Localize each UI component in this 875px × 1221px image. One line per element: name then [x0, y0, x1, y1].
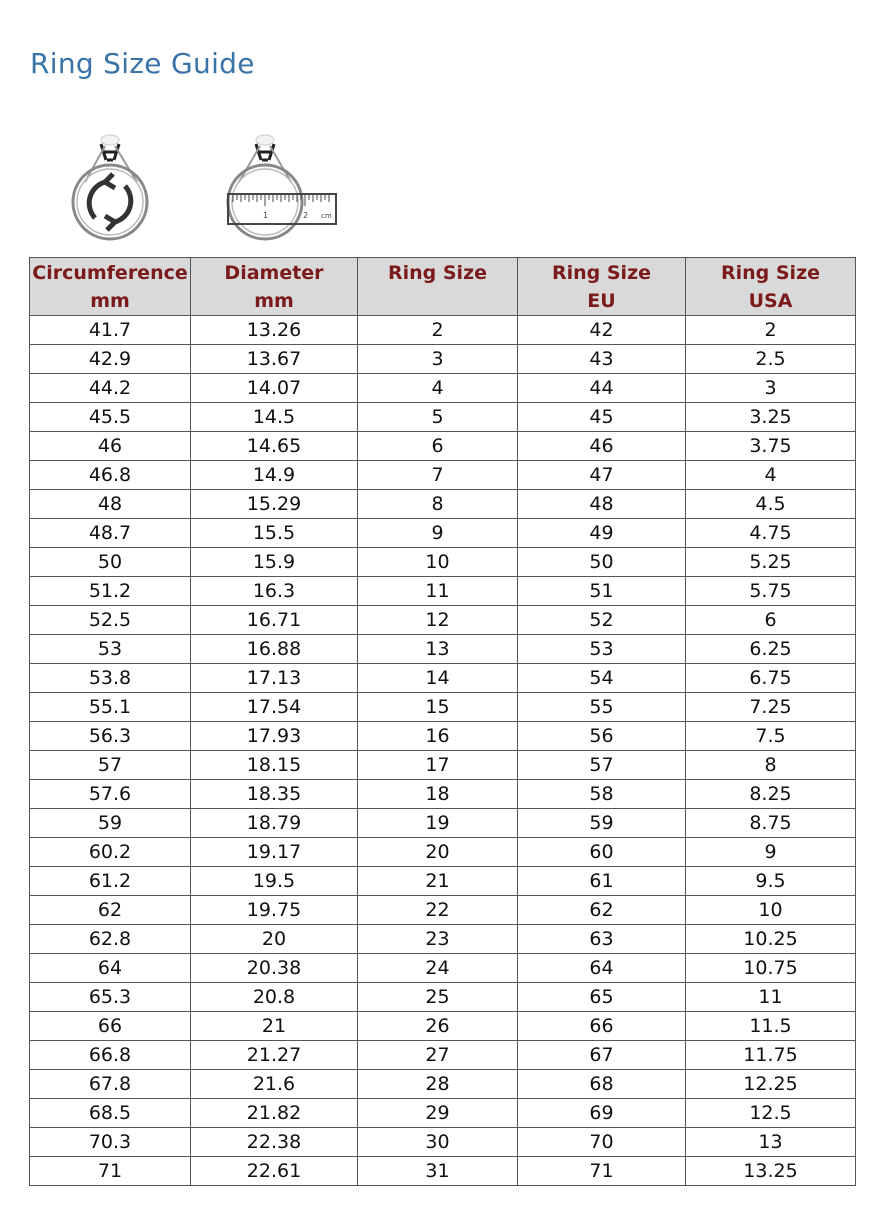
header-line1: Diameter	[224, 262, 324, 284]
cell-circumference: 56.3	[30, 722, 191, 751]
header-ring-size	[358, 258, 518, 316]
cell-diameter: 17.54	[191, 693, 358, 722]
cell-circumference: 60.2	[30, 838, 191, 867]
cell-ring-size: 2	[358, 316, 518, 345]
table-row	[30, 345, 856, 374]
cell-ring-size: 15	[358, 693, 518, 722]
cell-ring-size: 28	[358, 1070, 518, 1099]
cell-circumference: 70.3	[30, 1128, 191, 1157]
cell-ring-size-usa: 4.5	[686, 490, 856, 519]
cell-ring-size-usa: 11.5	[686, 1012, 856, 1041]
header-circumference	[30, 258, 191, 316]
cell-ring-size: 31	[358, 1157, 518, 1186]
cell-ring-size-eu: 51	[518, 577, 686, 606]
cell-ring-size: 25	[358, 983, 518, 1012]
cell-circumference: 55.1	[30, 693, 191, 722]
cell-ring-size-eu: 70	[518, 1128, 686, 1157]
cell-diameter: 18.35	[191, 780, 358, 809]
table-row	[30, 1128, 856, 1157]
cell-ring-size-eu: 42	[518, 316, 686, 345]
cell-ring-size-eu: 61	[518, 867, 686, 896]
cell-ring-size-eu: 58	[518, 780, 686, 809]
cell-ring-size-eu: 65	[518, 983, 686, 1012]
cell-ring-size-usa: 4.75	[686, 519, 856, 548]
cell-ring-size-eu: 53	[518, 635, 686, 664]
table-row	[30, 693, 856, 722]
ring-illustrations	[60, 125, 380, 245]
cell-circumference: 53	[30, 635, 191, 664]
ring-measure-icon	[225, 130, 355, 245]
cell-ring-size: 9	[358, 519, 518, 548]
cell-ring-size-eu: 69	[518, 1099, 686, 1128]
header-ring-size-eu	[518, 258, 686, 316]
table-row	[30, 461, 856, 490]
cell-ring-size-usa: 6	[686, 606, 856, 635]
cell-ring-size: 5	[358, 403, 518, 432]
cell-ring-size-usa: 5.75	[686, 577, 856, 606]
cell-ring-size-usa: 10.25	[686, 925, 856, 954]
cell-ring-size-eu: 55	[518, 693, 686, 722]
ruler-label-1: 1	[263, 211, 269, 220]
cell-ring-size-eu: 66	[518, 1012, 686, 1041]
ring-size-table	[29, 257, 856, 1186]
table-row	[30, 1070, 856, 1099]
cell-ring-size: 23	[358, 925, 518, 954]
cell-circumference: 66.8	[30, 1041, 191, 1070]
cell-ring-size: 6	[358, 432, 518, 461]
cell-circumference: 45.5	[30, 403, 191, 432]
cell-ring-size-usa: 8	[686, 751, 856, 780]
cell-diameter: 21.27	[191, 1041, 358, 1070]
cell-circumference: 51.2	[30, 577, 191, 606]
header-diameter	[191, 258, 358, 316]
cell-ring-size: 19	[358, 809, 518, 838]
cell-ring-size: 10	[358, 548, 518, 577]
cell-diameter: 15.9	[191, 548, 358, 577]
table-row	[30, 751, 856, 780]
cell-ring-size-usa: 10.75	[686, 954, 856, 983]
cell-ring-size-usa: 3.75	[686, 432, 856, 461]
table-row	[30, 925, 856, 954]
cell-diameter: 19.75	[191, 896, 358, 925]
cell-ring-size-eu: 45	[518, 403, 686, 432]
cell-ring-size-usa: 11.75	[686, 1041, 856, 1070]
ruler-label-2: 2	[303, 211, 309, 220]
cell-ring-size-usa: 13	[686, 1128, 856, 1157]
header-line2: EU	[587, 290, 616, 312]
cell-circumference: 53.8	[30, 664, 191, 693]
table-row	[30, 432, 856, 461]
cell-ring-size-usa: 3	[686, 374, 856, 403]
cell-circumference: 71	[30, 1157, 191, 1186]
cell-diameter: 20.8	[191, 983, 358, 1012]
cell-ring-size: 8	[358, 490, 518, 519]
table-row	[30, 374, 856, 403]
cell-ring-size-usa: 8.25	[686, 780, 856, 809]
cell-ring-size: 21	[358, 867, 518, 896]
cell-circumference: 41.7	[30, 316, 191, 345]
cell-ring-size-eu: 47	[518, 461, 686, 490]
cell-diameter: 16.3	[191, 577, 358, 606]
table-row	[30, 548, 856, 577]
cell-circumference: 48	[30, 490, 191, 519]
cell-circumference: 66	[30, 1012, 191, 1041]
page-title: Ring Size Guide	[30, 46, 255, 80]
cell-diameter: 18.15	[191, 751, 358, 780]
cell-ring-size: 17	[358, 751, 518, 780]
cell-ring-size-eu: 43	[518, 345, 686, 374]
cell-diameter: 18.79	[191, 809, 358, 838]
table-row	[30, 809, 856, 838]
cell-circumference: 52.5	[30, 606, 191, 635]
ruler-label-cm: cm	[321, 212, 332, 220]
header-line2: mm	[90, 290, 130, 312]
table-row	[30, 1099, 856, 1128]
cell-circumference: 57	[30, 751, 191, 780]
table-row	[30, 606, 856, 635]
cell-ring-size-usa: 7.25	[686, 693, 856, 722]
cell-circumference: 64	[30, 954, 191, 983]
cell-diameter: 14.65	[191, 432, 358, 461]
cell-ring-size-usa: 6.25	[686, 635, 856, 664]
table-row	[30, 983, 856, 1012]
cell-diameter: 16.88	[191, 635, 358, 664]
cell-ring-size-usa: 7.5	[686, 722, 856, 751]
header-ring-size-usa	[686, 258, 856, 316]
cell-diameter: 21.6	[191, 1070, 358, 1099]
table-row	[30, 1012, 856, 1041]
cell-ring-size-usa: 6.75	[686, 664, 856, 693]
cell-ring-size: 3	[358, 345, 518, 374]
cell-ring-size-usa: 12.25	[686, 1070, 856, 1099]
cell-ring-size-eu: 46	[518, 432, 686, 461]
header-line2: mm	[254, 290, 294, 312]
cell-diameter: 21.82	[191, 1099, 358, 1128]
cell-ring-size-eu: 68	[518, 1070, 686, 1099]
cell-ring-size: 20	[358, 838, 518, 867]
cell-ring-size-usa: 2.5	[686, 345, 856, 374]
cell-ring-size-eu: 59	[518, 809, 686, 838]
cell-ring-size-usa: 12.5	[686, 1099, 856, 1128]
cell-ring-size-usa: 9.5	[686, 867, 856, 896]
table-row	[30, 316, 856, 345]
cell-diameter: 15.5	[191, 519, 358, 548]
table-row	[30, 577, 856, 606]
cell-diameter: 22.61	[191, 1157, 358, 1186]
cell-circumference: 59	[30, 809, 191, 838]
cell-circumference: 46	[30, 432, 191, 461]
cell-circumference: 44.2	[30, 374, 191, 403]
cell-circumference: 67.8	[30, 1070, 191, 1099]
cell-ring-size: 4	[358, 374, 518, 403]
cell-circumference: 68.5	[30, 1099, 191, 1128]
table-row	[30, 519, 856, 548]
cell-ring-size-eu: 56	[518, 722, 686, 751]
cell-circumference: 65.3	[30, 983, 191, 1012]
cell-ring-size: 27	[358, 1041, 518, 1070]
cell-diameter: 21	[191, 1012, 358, 1041]
cell-ring-size: 29	[358, 1099, 518, 1128]
table-row	[30, 1157, 856, 1186]
table-row	[30, 780, 856, 809]
cell-diameter: 16.71	[191, 606, 358, 635]
cell-ring-size: 16	[358, 722, 518, 751]
cell-ring-size-usa: 11	[686, 983, 856, 1012]
cell-ring-size-eu: 44	[518, 374, 686, 403]
cell-circumference: 46.8	[30, 461, 191, 490]
cell-ring-size: 22	[358, 896, 518, 925]
cell-diameter: 22.38	[191, 1128, 358, 1157]
header-line1: Circumference	[32, 262, 188, 284]
cell-circumference: 48.7	[30, 519, 191, 548]
cell-ring-size-eu: 63	[518, 925, 686, 954]
cell-ring-size-usa: 2	[686, 316, 856, 345]
cell-circumference: 62.8	[30, 925, 191, 954]
cell-ring-size-usa: 9	[686, 838, 856, 867]
table-body	[30, 316, 856, 1186]
cell-diameter: 19.17	[191, 838, 358, 867]
cell-diameter: 17.13	[191, 664, 358, 693]
table-row	[30, 722, 856, 751]
cell-diameter: 19.5	[191, 867, 358, 896]
cell-circumference: 42.9	[30, 345, 191, 374]
header-line1: Ring Size	[551, 262, 652, 284]
cell-diameter: 14.5	[191, 403, 358, 432]
cell-circumference: 50	[30, 548, 191, 577]
header-line2: USA	[748, 290, 793, 312]
cell-ring-size-eu: 71	[518, 1157, 686, 1186]
table-row	[30, 403, 856, 432]
cell-diameter: 20	[191, 925, 358, 954]
cell-ring-size-eu: 52	[518, 606, 686, 635]
cell-ring-size: 14	[358, 664, 518, 693]
cell-ring-size: 11	[358, 577, 518, 606]
table-row	[30, 896, 856, 925]
cell-ring-size-eu: 64	[518, 954, 686, 983]
cell-circumference: 62	[30, 896, 191, 925]
table-row	[30, 954, 856, 983]
cell-ring-size-usa: 13.25	[686, 1157, 856, 1186]
cell-circumference: 57.6	[30, 780, 191, 809]
cell-ring-size-eu: 62	[518, 896, 686, 925]
cell-ring-size-eu: 67	[518, 1041, 686, 1070]
cell-diameter: 13.26	[191, 316, 358, 345]
cell-ring-size-eu: 57	[518, 751, 686, 780]
cell-ring-size-eu: 49	[518, 519, 686, 548]
cell-diameter: 13.67	[191, 345, 358, 374]
header-line1: Ring Size	[387, 262, 488, 284]
table-row	[30, 838, 856, 867]
cell-ring-size-usa: 3.25	[686, 403, 856, 432]
cell-ring-size-eu: 54	[518, 664, 686, 693]
cell-diameter: 14.07	[191, 374, 358, 403]
cell-ring-size-usa: 5.25	[686, 548, 856, 577]
cell-circumference: 61.2	[30, 867, 191, 896]
cell-ring-size-usa: 4	[686, 461, 856, 490]
cell-ring-size: 24	[358, 954, 518, 983]
cell-diameter: 14.9	[191, 461, 358, 490]
table-row	[30, 635, 856, 664]
cell-ring-size: 7	[358, 461, 518, 490]
cell-ring-size-eu: 48	[518, 490, 686, 519]
table-row	[30, 490, 856, 519]
cell-ring-size: 13	[358, 635, 518, 664]
cell-ring-size: 12	[358, 606, 518, 635]
cell-diameter: 15.29	[191, 490, 358, 519]
cell-ring-size-usa: 8.75	[686, 809, 856, 838]
header-line1: Ring Size	[720, 262, 821, 284]
table-row	[30, 867, 856, 896]
cell-ring-size-eu: 60	[518, 838, 686, 867]
cell-diameter: 20.38	[191, 954, 358, 983]
cell-diameter: 17.93	[191, 722, 358, 751]
table-row	[30, 1041, 856, 1070]
table-header-row	[30, 258, 856, 316]
cell-ring-size-eu: 50	[518, 548, 686, 577]
cell-ring-size: 18	[358, 780, 518, 809]
ring-rotate-icon	[65, 130, 165, 245]
cell-ring-size: 26	[358, 1012, 518, 1041]
cell-ring-size-usa: 10	[686, 896, 856, 925]
table-row	[30, 664, 856, 693]
cell-ring-size: 30	[358, 1128, 518, 1157]
